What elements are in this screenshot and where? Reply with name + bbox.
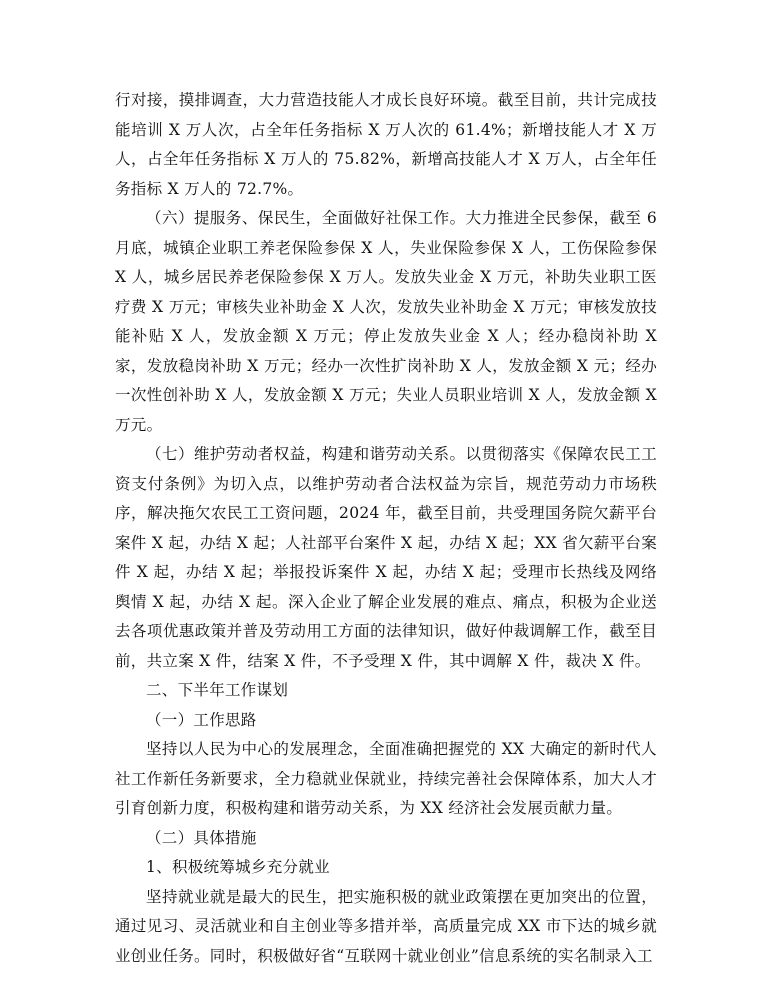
subheading-employment: 1、积极统筹城乡充分就业 xyxy=(146,858,330,876)
paragraph-labor-rights: （七）维护劳动者权益，构建和谐劳动关系。以贯彻落实《保障农民工工资支付条例》为切入点，以维护劳动者合法权益为宗旨，规范劳动力市场秩序，解决拖欠农民工工资问题，2024 年，截至目前，共受理国务院欠薪平台案件 X 起，办结 X 起；人社部平台案件 X 起，办结 X 起；XX 省欠薪平台案件 X 起，办结 X 起；举报投诉案件 X 起，办结 X 起；受理市长热线及网络舆情 X 起，办结 X 起。深入企业了解企业发展的难点、痛点，积极为企业送去各项优惠政策并普及劳动用工方面的法律知识，做好仲裁调解工作，截至目前，共立案 X 件，结案 X 件，不予受理 X 件，其中调解 X 件，裁决 X 件。 xyxy=(115,445,657,670)
paragraph-skills-training: 行对接，摸排调查，大力营造技能人才成长良好环境。截至目前，共计完成技能培训 X 万人次，占全年任务指标 X 万人次的 61.4%；新增技能人才 X 万人，占全年任务指标 X 万人的 75.82%，新增高技能人才 X 万人，占全年任务指标 X 万人的 72.7%。 xyxy=(115,91,657,198)
section-heading-second-half-plan: 二、下半年工作谋划 xyxy=(146,681,289,699)
document-body xyxy=(115,86,657,971)
subheading-specific-measures: （二）具体措施 xyxy=(146,828,257,847)
paragraph-employment: 坚持就业就是最大的民生，把实施积极的就业政策摆在更加突出的位置，通过见习、灵活就业和自主创业等多措并举，高质量完成 XX 市下达的城乡就业创业任务。同时，积极做好省“互联网十就业创业”信息系统的实名制录入工 xyxy=(115,887,657,965)
paragraph-social-security: （六）提服务、保民生，全面做好社保工作。大力推进全民参保，截至 6 月底，城镇企业职工养老保险参保 X 人，失业保险参保 X 人，工伤保险参保 X 人，城乡居民养老保险参保 X 万人。发放失业金 X 万元，补助失业职工医疗费 X 万元；审核失业补助金 X 人次，发放失业补助金 X 万元；审核发放技能补贴 X 人，发放金额 X 万元；停止发放失业金 X 人；经办稳岗补助 X 家，发放稳岗补助 X 万元；经办一次性扩岗补助 X 人，发放金额 X 元；经办一次性创补助 X 人，发放金额 X 万元；失业人员职业培训 X 人，发放金额 X 万元。 xyxy=(115,209,657,434)
subheading-work-approach: （一）工作思路 xyxy=(146,710,257,729)
paragraph-work-approach: 坚持以人民为中心的发展理念，全面准确把握党的 XX 大确定的新时代人社工作新任务新要求，全力稳就业保就业，持续完善社会保障体系，加大人才引育创新力度，积极构建和谐劳动关系，为 XX 经济社会发展贡献力量。 xyxy=(115,740,657,817)
